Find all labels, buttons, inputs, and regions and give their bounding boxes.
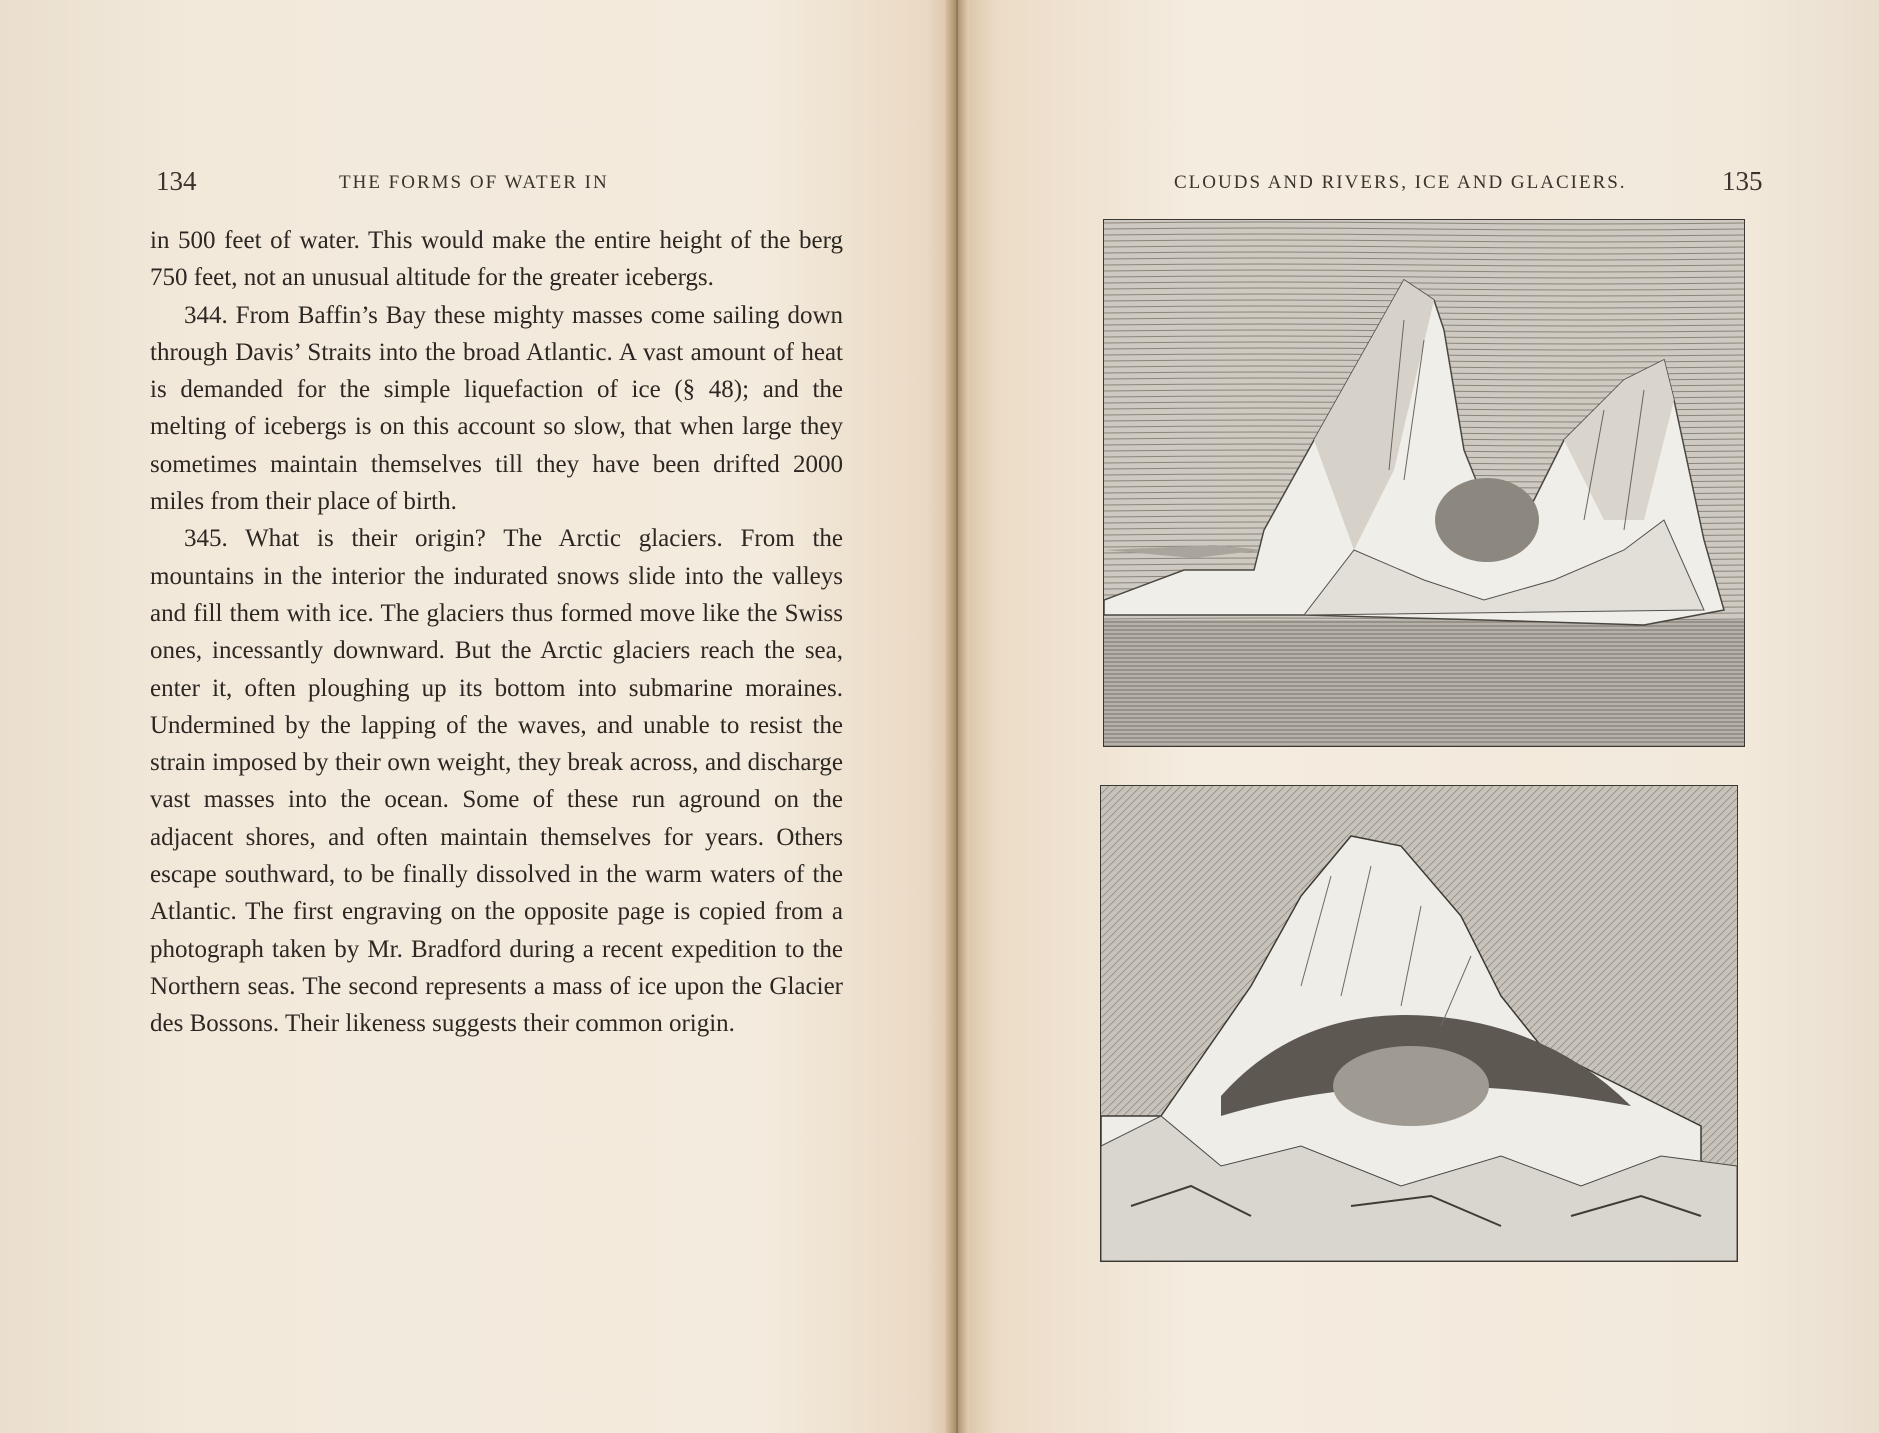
left-page-header (156, 166, 876, 206)
paragraph-344: 344. From Baffin’s Bay these mighty masses come sailing down through Davis’ Straits into the broad Atlantic. A vast amount of heat is demanded for the simple liquefaction of ice (§ 48); and the melting of icebergs is on this account so slow, that when large they sometimes maintain themselves till they have been drifted 2000 miles from their place of birth. (150, 301, 843, 516)
arctic-iceberg-engraving (1103, 219, 1745, 747)
book-gutter (945, 0, 969, 1433)
glacier-des-bossons-engraving (1100, 785, 1738, 1262)
right-page-number: 135 (1722, 166, 1763, 196)
paragraph-continuation: in 500 feet of water. This would make the entire height of the berg 750 feet, not an unusual altitude for the greater icebergs. (150, 227, 843, 292)
ice-mass-illustration (1101, 786, 1737, 1261)
left-page-number: 134 (156, 166, 197, 196)
body-text (150, 222, 843, 1043)
iceberg-arch-illustration (1104, 220, 1744, 746)
right-page-header (1160, 166, 1780, 206)
left-running-head: THE FORMS OF WATER IN (339, 172, 609, 193)
paragraph-345: 345. What is their origin? The Arctic glaciers. From the mountains in the interior the indurated snows slide into the valleys and fill them with ice. The glaciers thus formed move like the Swiss ones, incessantly downward. But the Arctic glaciers reach the sea, enter it, often ploughing up its bottom into submarine moraines. Undermined by the lapping of the waves, and unable to resist the strain imposed by their own weight, they break across, and discharge vast masses into the ocean. Some of these run aground on the adjacent shores, and often maintain themselves for years. Others escape southward, to be finally dissolved in the warm waters of the Atlantic. The first engraving on the opposite page is copied from a photograph taken by Mr. Bradford during a recent expedition to the Northern seas. The second represents a mass of ice upon the Glacier des Bossons. Their likeness suggests their common origin. (150, 525, 843, 1038)
right-running-head: CLOUDS AND RIVERS, ICE AND GLACIERS. (1174, 172, 1627, 193)
